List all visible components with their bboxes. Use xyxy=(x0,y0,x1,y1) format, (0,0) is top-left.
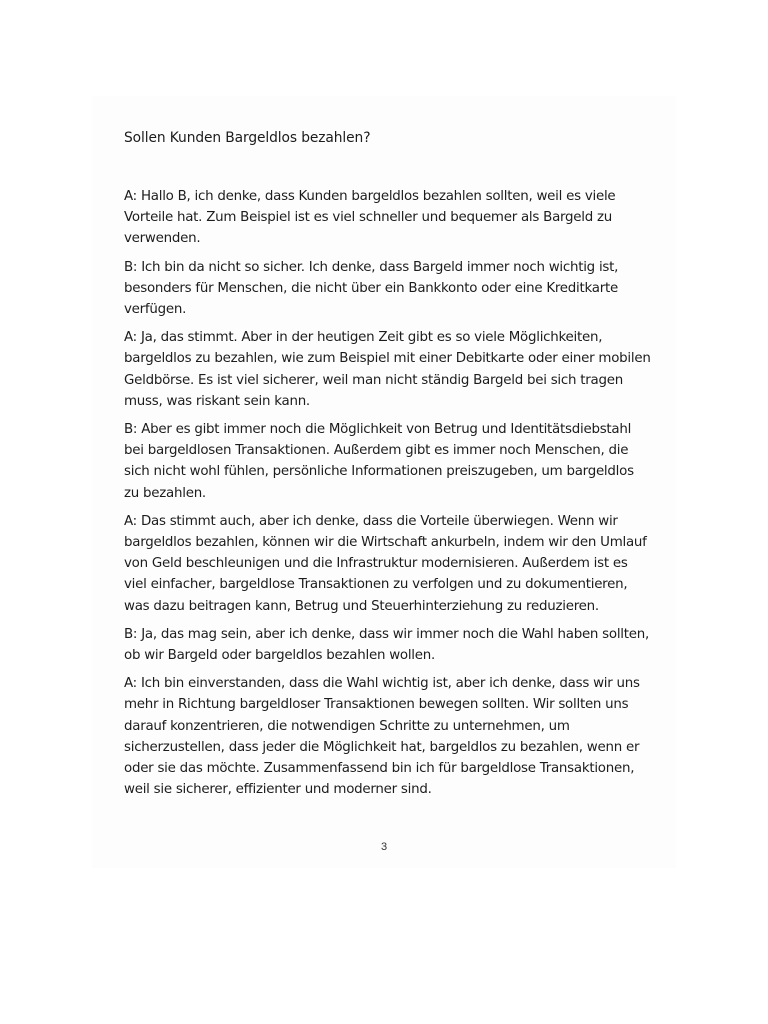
dialogue-paragraph: A: Ja, das stimmt. Aber in der heutigen Zeit gibt es so viele Möglichkeiten, bargeldlos zu bezahlen, wie zum Beispiel mit einer Debitkarte oder einer mobilen Geldbörse. Es ist viel sicherer, weil man nicht ständig Bargeld bei sich tragen muss, was riskant sein kann. xyxy=(124,330,651,409)
dialogue-paragraph: A: Hallo B, ich denke, dass Kunden bargeldlos bezahlen sollten, weil es viele Vorteile hat. Zum Beispiel ist es viel schneller und bequemer als Bargeld zu verwenden. xyxy=(124,189,616,247)
page-number: 3 xyxy=(380,841,388,853)
dialogue-body xyxy=(124,186,652,807)
dialogue-paragraph: A: Das stimmt auch, aber ich denke, dass die Vorteile überwiegen. Wenn wir bargeldlos bezahlen, können wir die Wirtschaft ankurbeln, indem wir den Umlauf von Geld beschleunigen und die Infrastruktur modernisieren. Außerdem ist es viel einfacher, bargeldlose Transaktionen zu verfolgen und zu dokumentieren, was dazu beitragen kann, Betrug und Steuerhinterziehung zu reduzieren. xyxy=(124,513,647,614)
dialogue-paragraph: B: Ja, das mag sein, aber ich denke, dass wir immer noch die Wahl haben sollten, ob wir Bargeld oder bargeldlos bezahlen wollen. xyxy=(124,626,650,664)
dialogue-paragraph: B: Aber es gibt immer noch die Möglichkeit von Betrug und Identitätsdiebstahl bei bargeldlosen Transaktionen. Außerdem gibt es immer noch Menschen, die sich nicht wohl fühlen, persönliche Informationen preiszugeben, um bargeldlos zu bezahlen. xyxy=(124,422,634,501)
dialogue-paragraph: B: Ich bin da nicht so sicher. Ich denke, dass Bargeld immer noch wichtig ist, besonders für Menschen, die nicht über ein Bankkonto oder eine Kreditkarte verfügen. xyxy=(124,259,619,318)
dialogue-paragraph: A: Ich bin einverstanden, dass die Wahl wichtig ist, aber ich denke, dass wir uns mehr in Richtung bargeldloser Transaktionen bewegen sollten. Wir sollten uns darauf konzentrieren, die notwendigen Schritte zu unternehmen, um sicherzustellen, dass jeder die Möglichkeit hat, bargeldlos zu bezahlen, wenn er oder sie das möchte. Zusammenfassend bin ich für bargeldlose Transaktionen, weil sie sicherer, effizienter und moderner sind. xyxy=(124,676,640,798)
document-title: Sollen Kunden Bargeldlos bezahlen? xyxy=(124,130,371,146)
